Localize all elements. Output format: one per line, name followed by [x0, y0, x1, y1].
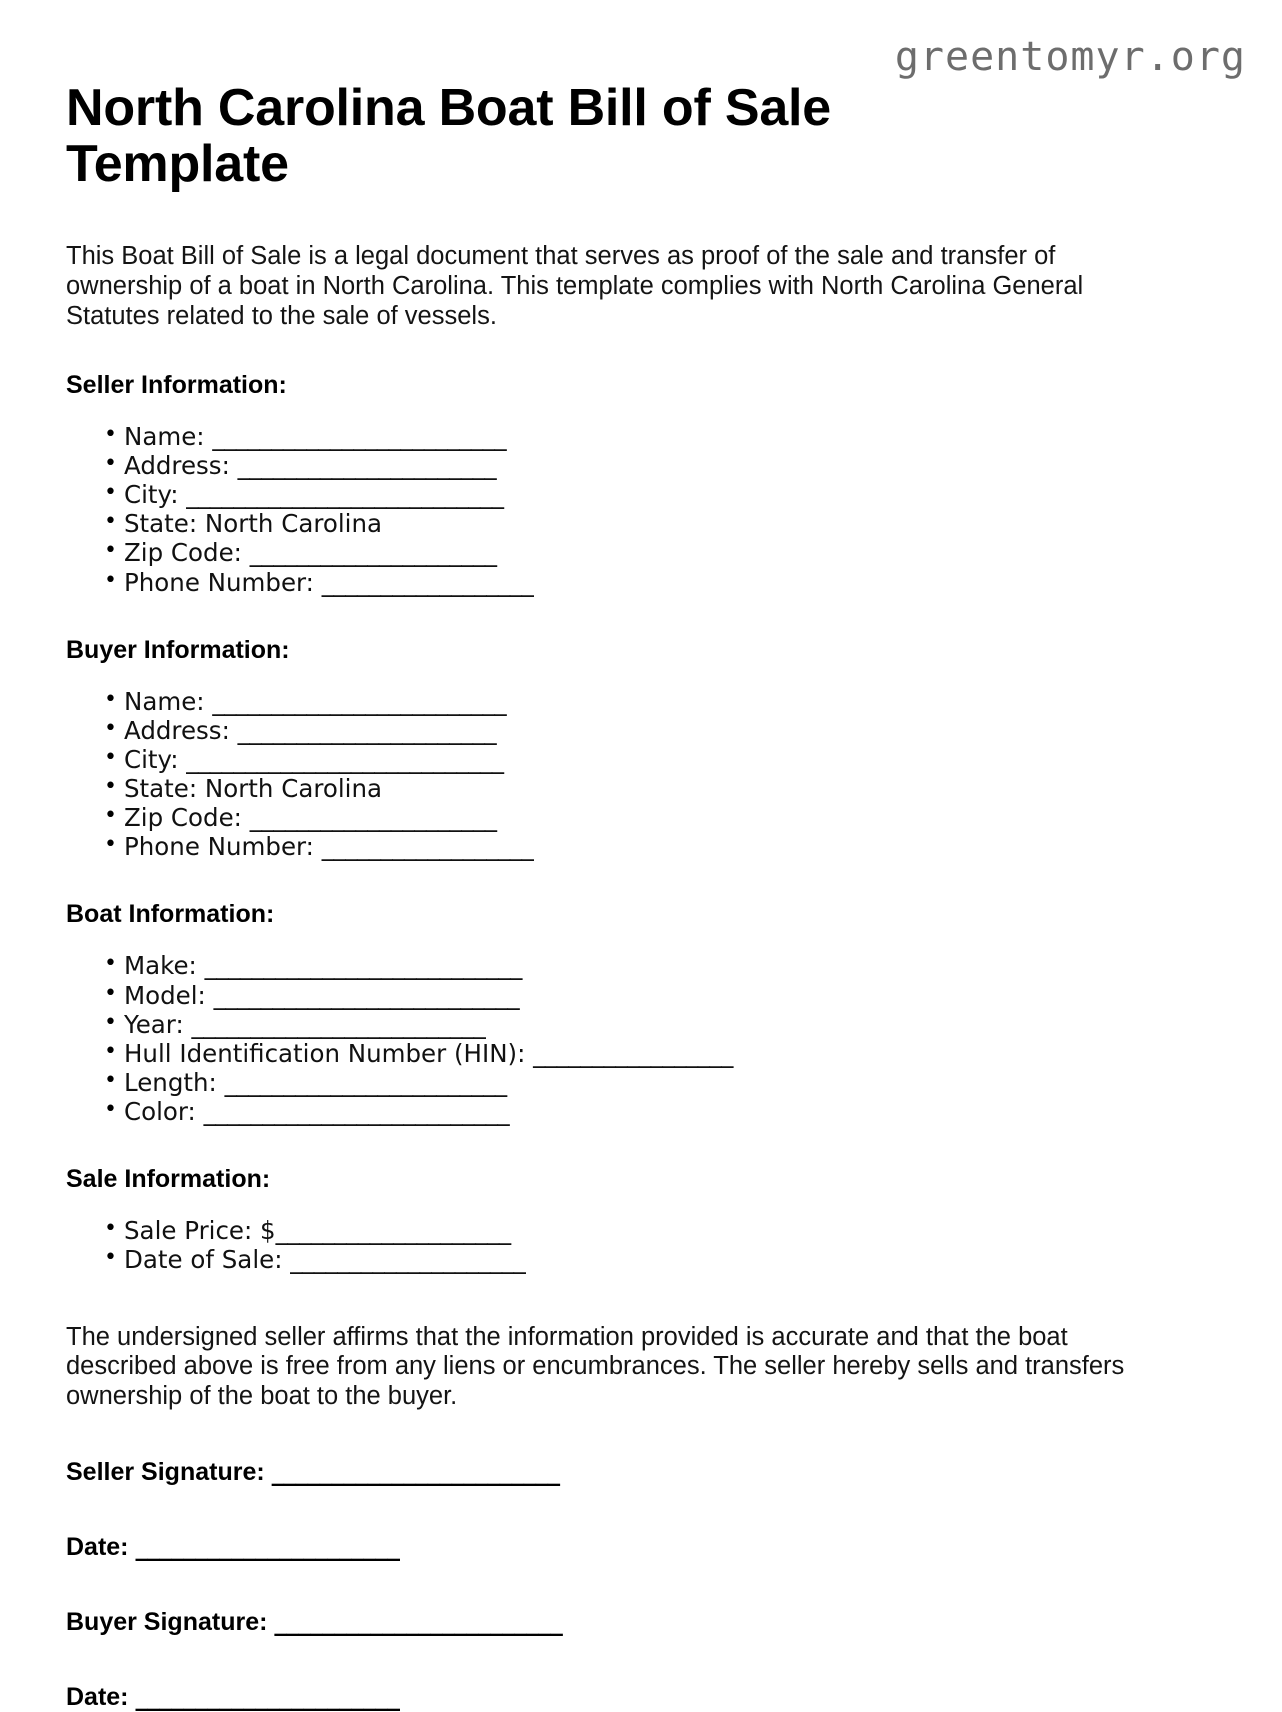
field-label: City:: [124, 744, 179, 774]
buyer-signature-line: [66, 1562, 1156, 1637]
buyer-date-line: [66, 1637, 1156, 1712]
field-blank[interactable]: ___________________________: [186, 744, 504, 774]
page-title: North Carolina Boat Bill of Sale Template: [66, 79, 832, 194]
list-item: [66, 451, 1156, 480]
field-value: North Carolina: [204, 774, 383, 804]
list-item: [66, 951, 1156, 980]
list-item: [66, 538, 1156, 567]
field-label: Date of Sale:: [124, 1245, 283, 1275]
list-item: [66, 803, 1156, 832]
field-label: Model:: [124, 980, 206, 1010]
field-blank[interactable]: __________________________: [213, 980, 520, 1010]
field-label: Name:: [124, 421, 205, 451]
field-blank[interactable]: _________________________: [212, 686, 507, 716]
section-heading-boat: Boat Information:: [66, 900, 275, 929]
field-blank[interactable]: ____________________: [290, 1245, 526, 1275]
seller-date-label: Date:: [66, 1533, 129, 1562]
list-item: [66, 981, 1156, 1010]
list-item: [66, 568, 1156, 597]
field-blank[interactable]: ____________________: [275, 1216, 511, 1246]
field-label: Year:: [124, 1009, 184, 1039]
list-item: [66, 774, 1156, 803]
list-item: [66, 1010, 1156, 1039]
list-item: [66, 422, 1156, 451]
buyer-date-label: Date:: [66, 1683, 129, 1712]
seller-field-list: [66, 400, 1156, 597]
document-body: [66, 0, 1156, 1712]
list-item: [66, 1216, 1156, 1245]
field-label: Phone Number:: [124, 567, 314, 597]
list-item: [66, 832, 1156, 861]
field-blank[interactable]: ___________________________: [204, 951, 522, 981]
field-label: Address:: [124, 715, 230, 745]
field-label: Phone Number:: [124, 832, 314, 862]
field-blank[interactable]: _____________________: [249, 538, 497, 568]
seller-signature-label: Seller Signature:: [66, 1458, 265, 1487]
section-heading-buyer: Buyer Information:: [66, 635, 290, 664]
seller-signature-blank[interactable]: ________________________: [271, 1457, 560, 1487]
field-blank[interactable]: _________________________: [191, 1009, 486, 1039]
list-item: [66, 1097, 1156, 1126]
field-label: Length:: [124, 1068, 217, 1098]
section-heading-seller: Seller Information:: [66, 370, 287, 399]
list-item: [66, 687, 1156, 716]
field-label: State:: [124, 774, 198, 804]
buyer-signature-label: Buyer Signature:: [66, 1608, 268, 1637]
list-item: [66, 745, 1156, 774]
seller-date-line: [66, 1487, 1156, 1562]
field-label: Sale Price: $: [124, 1216, 276, 1246]
seller-signature-line: [66, 1412, 1156, 1487]
field-blank[interactable]: _________________: [533, 1038, 733, 1068]
field-blank[interactable]: ________________________: [224, 1068, 507, 1098]
section-heading-sale: Sale Information:: [66, 1165, 271, 1194]
seller-date-blank[interactable]: ______________________: [135, 1532, 400, 1562]
field-label: City:: [124, 480, 179, 510]
field-blank[interactable]: ___________________________: [186, 480, 504, 510]
list-item: [66, 716, 1156, 745]
field-blank[interactable]: _____________________: [249, 803, 497, 833]
field-blank[interactable]: _________________________: [212, 421, 507, 451]
field-label: State:: [124, 509, 198, 539]
buyer-date-blank[interactable]: ______________________: [135, 1682, 400, 1712]
field-label: Hull Identification Number (HIN):: [124, 1038, 526, 1068]
field-blank[interactable]: __________________________: [203, 1097, 510, 1127]
sale-field-list: [66, 1194, 1156, 1274]
list-item: [66, 1039, 1156, 1068]
field-blank[interactable]: __________________: [321, 567, 534, 597]
list-item: [66, 1245, 1156, 1274]
buyer-field-list: [66, 665, 1156, 862]
field-value: North Carolina: [204, 509, 383, 539]
field-label: Zip Code:: [124, 538, 242, 568]
list-item: [66, 1068, 1156, 1097]
buyer-signature-blank[interactable]: ________________________: [274, 1607, 563, 1637]
intro-paragraph: This Boat Bill of Sale is a legal document that serves as proof of the sale and transfer of ownership of a boat in North Carolina. This template complies with North Carolina General Statutes related to the sale of vessels.: [66, 242, 1084, 330]
field-label: Zip Code:: [124, 803, 242, 833]
field-label: Make:: [124, 951, 197, 981]
site-watermark: greentomyr.org: [894, 34, 1246, 80]
field-blank[interactable]: ______________________: [237, 450, 497, 480]
field-blank[interactable]: __________________: [321, 832, 534, 862]
list-item: [66, 509, 1156, 538]
field-label: Color:: [124, 1097, 196, 1127]
field-label: Address:: [124, 450, 230, 480]
field-label: Name:: [124, 686, 205, 716]
list-item: [66, 480, 1156, 509]
closing-paragraph: The undersigned seller affirms that the information provided is accurate and that the boat described above is free from any liens or encumbrances. The seller hereby sells and transfers ownership of the boat to the buyer.: [66, 1322, 1125, 1411]
boat-field-list: [66, 929, 1156, 1126]
field-blank[interactable]: ______________________: [237, 715, 497, 745]
